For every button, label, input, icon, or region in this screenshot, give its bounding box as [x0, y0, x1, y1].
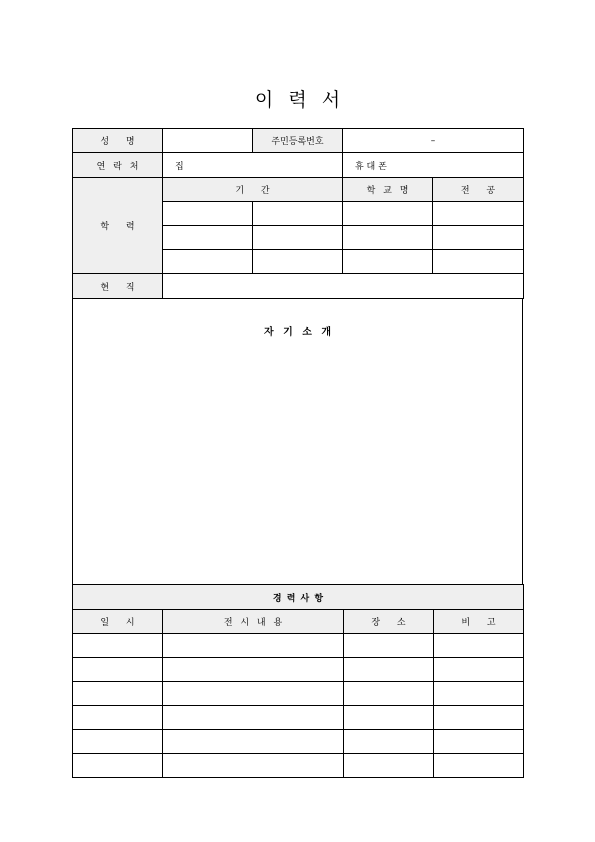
career-note-field[interactable] — [434, 730, 524, 754]
career-row — [73, 730, 524, 754]
career-date-header: 일 시 — [73, 610, 163, 634]
home-phone-field[interactable]: 집 — [163, 153, 343, 178]
education-period-end-field[interactable] — [253, 250, 343, 274]
career-place-field[interactable] — [344, 706, 434, 730]
career-date-field[interactable] — [73, 682, 163, 706]
career-note-field[interactable] — [434, 634, 524, 658]
career-row — [73, 634, 524, 658]
career-row — [73, 658, 524, 682]
self-intro-table — [72, 298, 523, 585]
education-school-field[interactable] — [343, 250, 433, 274]
education-school-field[interactable] — [343, 226, 433, 250]
education-period-end-field[interactable] — [253, 226, 343, 250]
education-period-header: 기 간 — [163, 178, 343, 202]
career-section-title: 경 력 사 항 — [73, 585, 524, 610]
id-number-field[interactable]: – — [343, 129, 524, 153]
document-title: 이 력 서 — [254, 89, 341, 111]
education-school-header: 학 교 명 — [343, 178, 433, 202]
career-content-field[interactable] — [163, 634, 344, 658]
name-field[interactable] — [163, 129, 253, 153]
personal-info-table — [72, 128, 524, 299]
career-date-field[interactable] — [73, 730, 163, 754]
career-row — [73, 706, 524, 730]
self-intro-box[interactable] — [73, 299, 523, 585]
education-major-field[interactable] — [433, 202, 524, 226]
career-place-header: 장 소 — [344, 610, 434, 634]
career-row — [73, 754, 524, 778]
education-major-header: 전 공 — [433, 178, 524, 202]
education-major-field[interactable] — [433, 226, 524, 250]
career-note-field[interactable] — [434, 658, 524, 682]
contact-label: 연 락 처 — [73, 153, 163, 178]
current-job-field[interactable] — [163, 274, 524, 299]
education-school-field[interactable] — [343, 202, 433, 226]
career-content-field[interactable] — [163, 706, 344, 730]
career-row — [73, 682, 524, 706]
career-note-field[interactable] — [434, 682, 524, 706]
career-note-field[interactable] — [434, 706, 524, 730]
career-place-field[interactable] — [344, 658, 434, 682]
career-table — [72, 584, 524, 778]
mobile-phone-field[interactable]: 휴 대 폰 — [343, 153, 524, 178]
career-content-field[interactable] — [163, 658, 344, 682]
education-period-end-field[interactable] — [253, 202, 343, 226]
career-date-field[interactable] — [73, 706, 163, 730]
id-number-label: 주민등록번호 — [253, 129, 343, 153]
education-major-field[interactable] — [433, 250, 524, 274]
career-content-field[interactable] — [163, 754, 344, 778]
career-content-field[interactable] — [163, 682, 344, 706]
education-label: 학 력 — [73, 178, 163, 274]
career-place-field[interactable] — [344, 754, 434, 778]
career-place-field[interactable] — [344, 682, 434, 706]
career-note-header: 비 고 — [434, 610, 524, 634]
career-place-field[interactable] — [344, 730, 434, 754]
education-period-start-field[interactable] — [163, 202, 253, 226]
career-content-header: 전 시 내 용 — [163, 610, 344, 634]
current-job-label: 현 직 — [73, 274, 163, 299]
career-date-field[interactable] — [73, 658, 163, 682]
name-label: 성 명 — [73, 129, 163, 153]
self-intro-title: 자 기 소 개 — [263, 327, 332, 338]
career-place-field[interactable] — [344, 634, 434, 658]
career-content-field[interactable] — [163, 730, 344, 754]
career-date-field[interactable] — [73, 634, 163, 658]
career-date-field[interactable] — [73, 754, 163, 778]
education-period-start-field[interactable] — [163, 250, 253, 274]
education-period-start-field[interactable] — [163, 226, 253, 250]
career-note-field[interactable] — [434, 754, 524, 778]
